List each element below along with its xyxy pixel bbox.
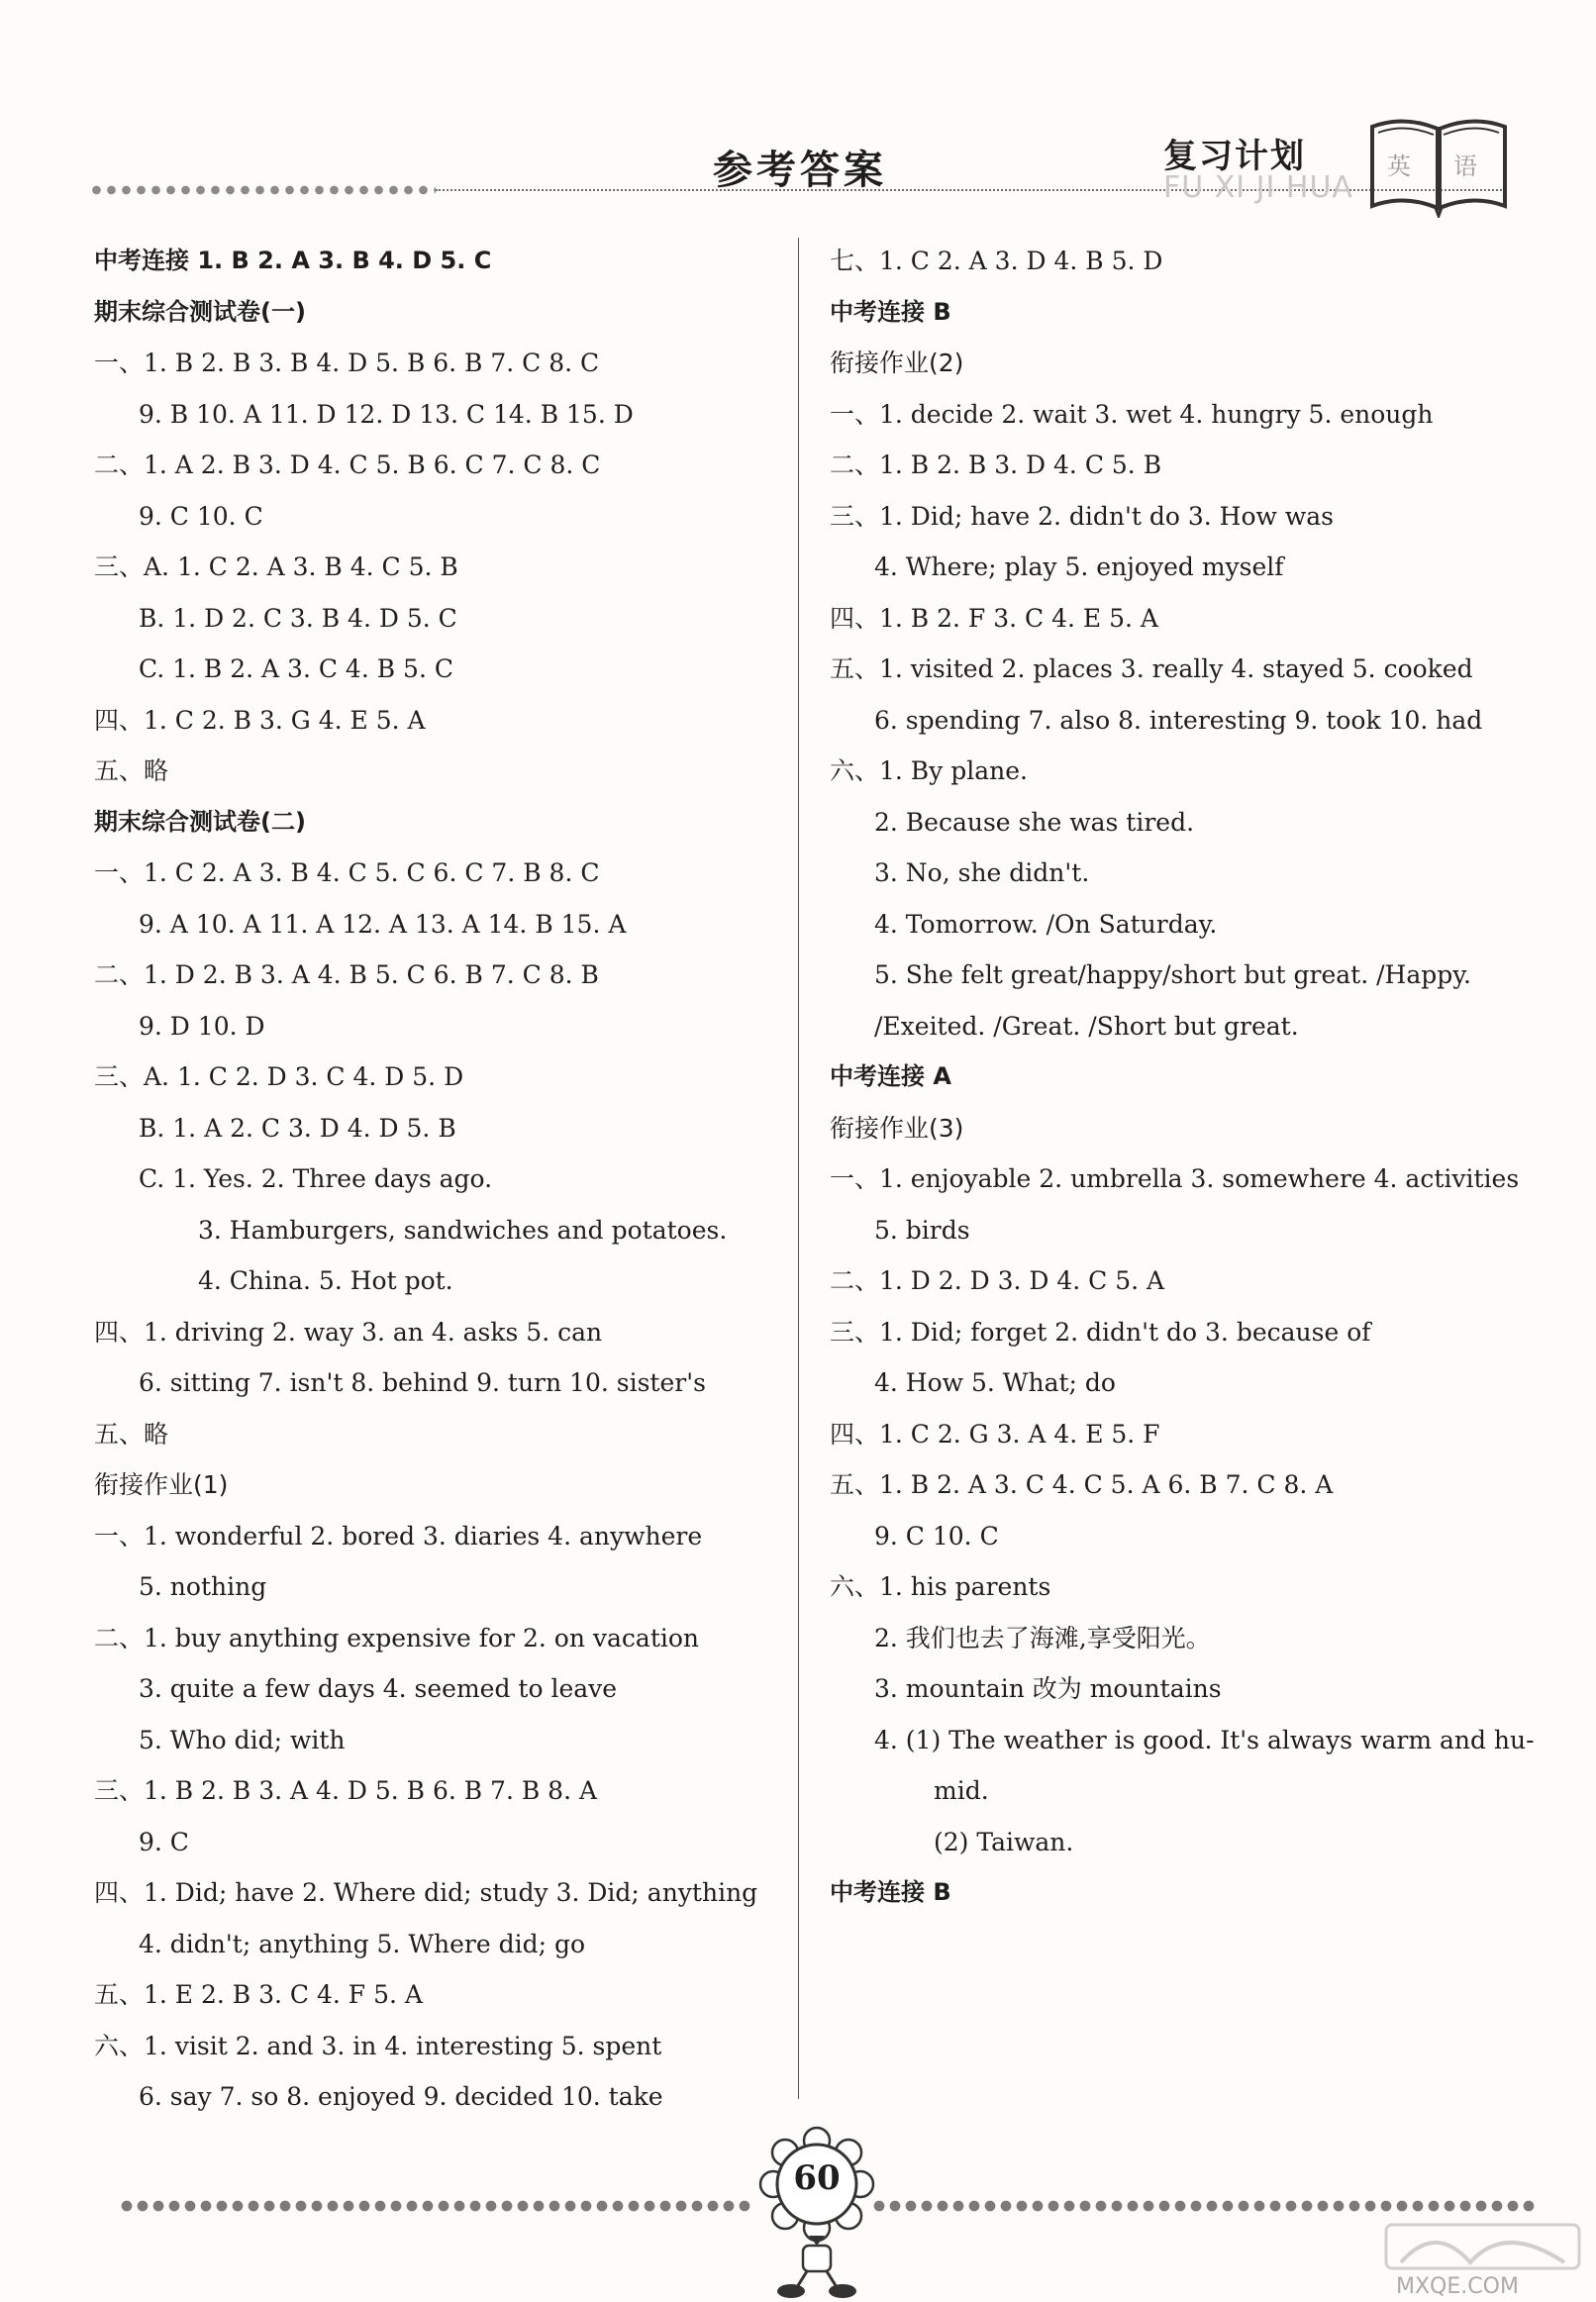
answer-line: 6. sitting 7. isn't 8. behind 9. turn 10. sister's bbox=[139, 1368, 706, 1397]
sunflower-mascot-icon bbox=[757, 2119, 876, 2302]
answer-line: 3. quite a few days 4. seemed to leave bbox=[139, 1674, 618, 1703]
answer-line: 五、1. visited 2. places 3. really 4. stayed 5. cooked bbox=[830, 654, 1473, 683]
answer-line: 3. Hamburgers, sandwiches and potatoes. bbox=[198, 1215, 728, 1245]
answer-line: 4. didn't; anything 5. Where did; go bbox=[139, 1929, 586, 1958]
answer-line: 三、A. 1. C 2. D 3. C 4. D 5. D bbox=[94, 1062, 464, 1091]
answer-line: 2. Because she was tired. bbox=[874, 807, 1195, 837]
answer-line: 5. nothing bbox=[139, 1572, 267, 1601]
answer-line: 三、1. Did; have 2. didn't do 3. How was bbox=[830, 501, 1334, 531]
series-pinyin: FU XI JI HUA bbox=[1163, 170, 1353, 205]
answer-line: 三、A. 1. C 2. A 3. B 4. C 5. B bbox=[94, 552, 458, 581]
answer-line: 4. How 5. What; do bbox=[874, 1368, 1116, 1397]
answer-line: 9. D 10. D bbox=[139, 1011, 265, 1041]
answer-line: 四、1. Did; have 2. Where did; study 3. Did; anything bbox=[94, 1878, 758, 1907]
answer-line: 二、1. A 2. B 3. D 4. C 5. B 6. C 7. C 8. C bbox=[94, 450, 601, 479]
section-heading: 期末综合测试卷(二) bbox=[94, 807, 306, 836]
answer-line: (2) Taiwan. bbox=[934, 1827, 1074, 1856]
book-icon bbox=[1364, 109, 1513, 218]
watermark-emblem-icon bbox=[1376, 2223, 1589, 2272]
column-divider bbox=[798, 238, 799, 2099]
subject-label-left: 英 bbox=[1387, 152, 1411, 180]
answer-line: 一、1. C 2. A 3. B 4. C 5. C 6. C 7. B 8. C bbox=[94, 858, 600, 887]
answer-line: mid. bbox=[934, 1776, 989, 1805]
answer-line: 二、1. buy anything expensive for 2. on vacation bbox=[94, 1623, 700, 1652]
page-footer bbox=[0, 2119, 1596, 2302]
answer-line: 3. No, she didn't. bbox=[874, 858, 1090, 887]
section-heading: 中考连接 B bbox=[830, 1878, 951, 1906]
answer-line: 四、1. C 2. G 3. A 4. E 5. F bbox=[830, 1419, 1160, 1449]
answer-line: 9. C 10. C bbox=[139, 501, 263, 531]
watermark-logo bbox=[1376, 2223, 1589, 2302]
answer-line: 四、1. C 2. B 3. G 4. E 5. A bbox=[94, 705, 426, 735]
page-number: 60 bbox=[793, 2158, 841, 2198]
answer-line: 五、1. E 2. B 3. C 4. F 5. A bbox=[94, 1980, 423, 2009]
answer-line: 二、1. D 2. D 3. D 4. C 5. A bbox=[830, 1266, 1165, 1295]
answer-line: 5. birds bbox=[874, 1215, 970, 1245]
section-heading: 衔接作业(3) bbox=[830, 1113, 964, 1143]
answer-line: 9. B 10. A 11. D 12. D 13. C 14. B 15. D bbox=[139, 399, 634, 429]
answer-line: B. 1. D 2. C 3. B 4. D 5. C bbox=[139, 603, 457, 633]
answer-line: 9. C bbox=[139, 1827, 189, 1856]
answer-line: 一、1. B 2. B 3. B 4. D 5. B 6. B 7. C 8. C bbox=[94, 349, 600, 377]
answer-line: 一、1. wonderful 2. bored 3. diaries 4. anywhere bbox=[94, 1521, 703, 1551]
answer-line: 9. C 10. C bbox=[874, 1521, 999, 1551]
answer-line: 2. 我们也去了海滩,享受阳光。 bbox=[874, 1623, 1211, 1652]
answer-line: 4. (1) The weather is good. It's always warm and hu- bbox=[874, 1725, 1535, 1754]
decorative-dots-bottom-left bbox=[119, 2198, 752, 2214]
answer-line: 3. mountain 改为 mountains bbox=[874, 1674, 1222, 1703]
answer-line: 4. China. 5. Hot pot. bbox=[198, 1266, 453, 1295]
answer-line: 五、略 bbox=[94, 1419, 169, 1449]
answer-line: C. 1. B 2. A 3. C 4. B 5. C bbox=[139, 654, 453, 683]
answer-line: 六、1. his parents bbox=[830, 1572, 1051, 1601]
answer-line: 四、1. driving 2. way 3. an 4. asks 5. can bbox=[94, 1317, 603, 1347]
answer-line: 5. She felt great/happy/short but great. /Happy. bbox=[874, 960, 1471, 989]
answer-line: 五、略 bbox=[94, 756, 169, 785]
decorative-dots-bottom-right bbox=[871, 2198, 1535, 2214]
answer-line: 四、1. B 2. F 3. C 4. E 5. A bbox=[830, 603, 1158, 633]
answer-line: 一、1. decide 2. wait 3. wet 4. hungry 5. enough bbox=[830, 399, 1434, 429]
subject-label-right: 语 bbox=[1453, 152, 1477, 180]
answer-line: C. 1. Yes. 2. Three days ago. bbox=[139, 1164, 493, 1193]
answer-line: 中考连接 1. B 2. A 3. B 4. D 5. C bbox=[94, 247, 492, 274]
decorative-dots-top bbox=[89, 183, 436, 197]
answer-line: 五、1. B 2. A 3. C 4. C 5. A 6. B 7. C 8. A bbox=[830, 1470, 1334, 1499]
answer-column-left bbox=[94, 236, 767, 2123]
answer-line: 4. Where; play 5. enjoyed myself bbox=[874, 552, 1284, 581]
watermark-text: MXQE.COM bbox=[1396, 2274, 1519, 2299]
answer-line: /Exeited. /Great. /Short but great. bbox=[874, 1011, 1299, 1041]
answer-line: 六、1. visit 2. and 3. in 4. interesting 5. spent bbox=[94, 2031, 662, 2060]
answer-line: 4. Tomorrow. /On Saturday. bbox=[874, 909, 1218, 939]
answer-column-right bbox=[830, 236, 1543, 1919]
answer-line: 二、1. D 2. B 3. A 4. B 5. C 6. B 7. C 8. B bbox=[94, 960, 599, 989]
answer-line: 6. spending 7. also 8. interesting 9. took 10. had bbox=[874, 705, 1483, 735]
answer-line: 6. say 7. so 8. enjoyed 9. decided 10. take bbox=[139, 2082, 663, 2111]
page-title: 参考答案 bbox=[713, 147, 887, 193]
answer-line: 二、1. B 2. B 3. D 4. C 5. B bbox=[830, 450, 1162, 479]
book-icon-graphic bbox=[1364, 109, 1513, 218]
section-heading: 中考连接 B bbox=[830, 297, 951, 326]
section-heading: 期末综合测试卷(一) bbox=[94, 297, 306, 326]
section-heading: 衔接作业(1) bbox=[94, 1470, 229, 1499]
answer-line: 5. Who did; with bbox=[139, 1725, 346, 1754]
answer-line: 六、1. By plane. bbox=[830, 756, 1028, 785]
answer-line: 三、1. B 2. B 3. A 4. D 5. B 6. B 7. B 8. A bbox=[94, 1776, 598, 1805]
section-heading: 衔接作业(2) bbox=[830, 349, 964, 377]
answer-line: B. 1. A 2. C 3. D 4. D 5. B bbox=[139, 1113, 456, 1143]
answer-line: 一、1. enjoyable 2. umbrella 3. somewhere 4. activities bbox=[830, 1164, 1520, 1193]
page-header bbox=[0, 0, 1596, 228]
series-title: 复习计划 bbox=[1163, 137, 1306, 176]
answer-line: 七、1. C 2. A 3. D 4. B 5. D bbox=[830, 247, 1163, 275]
section-heading: 中考连接 A bbox=[830, 1062, 951, 1090]
answer-line: 三、1. Did; forget 2. didn't do 3. because of bbox=[830, 1317, 1371, 1347]
answer-line: 9. A 10. A 11. A 12. A 13. A 14. B 15. A bbox=[139, 909, 627, 939]
